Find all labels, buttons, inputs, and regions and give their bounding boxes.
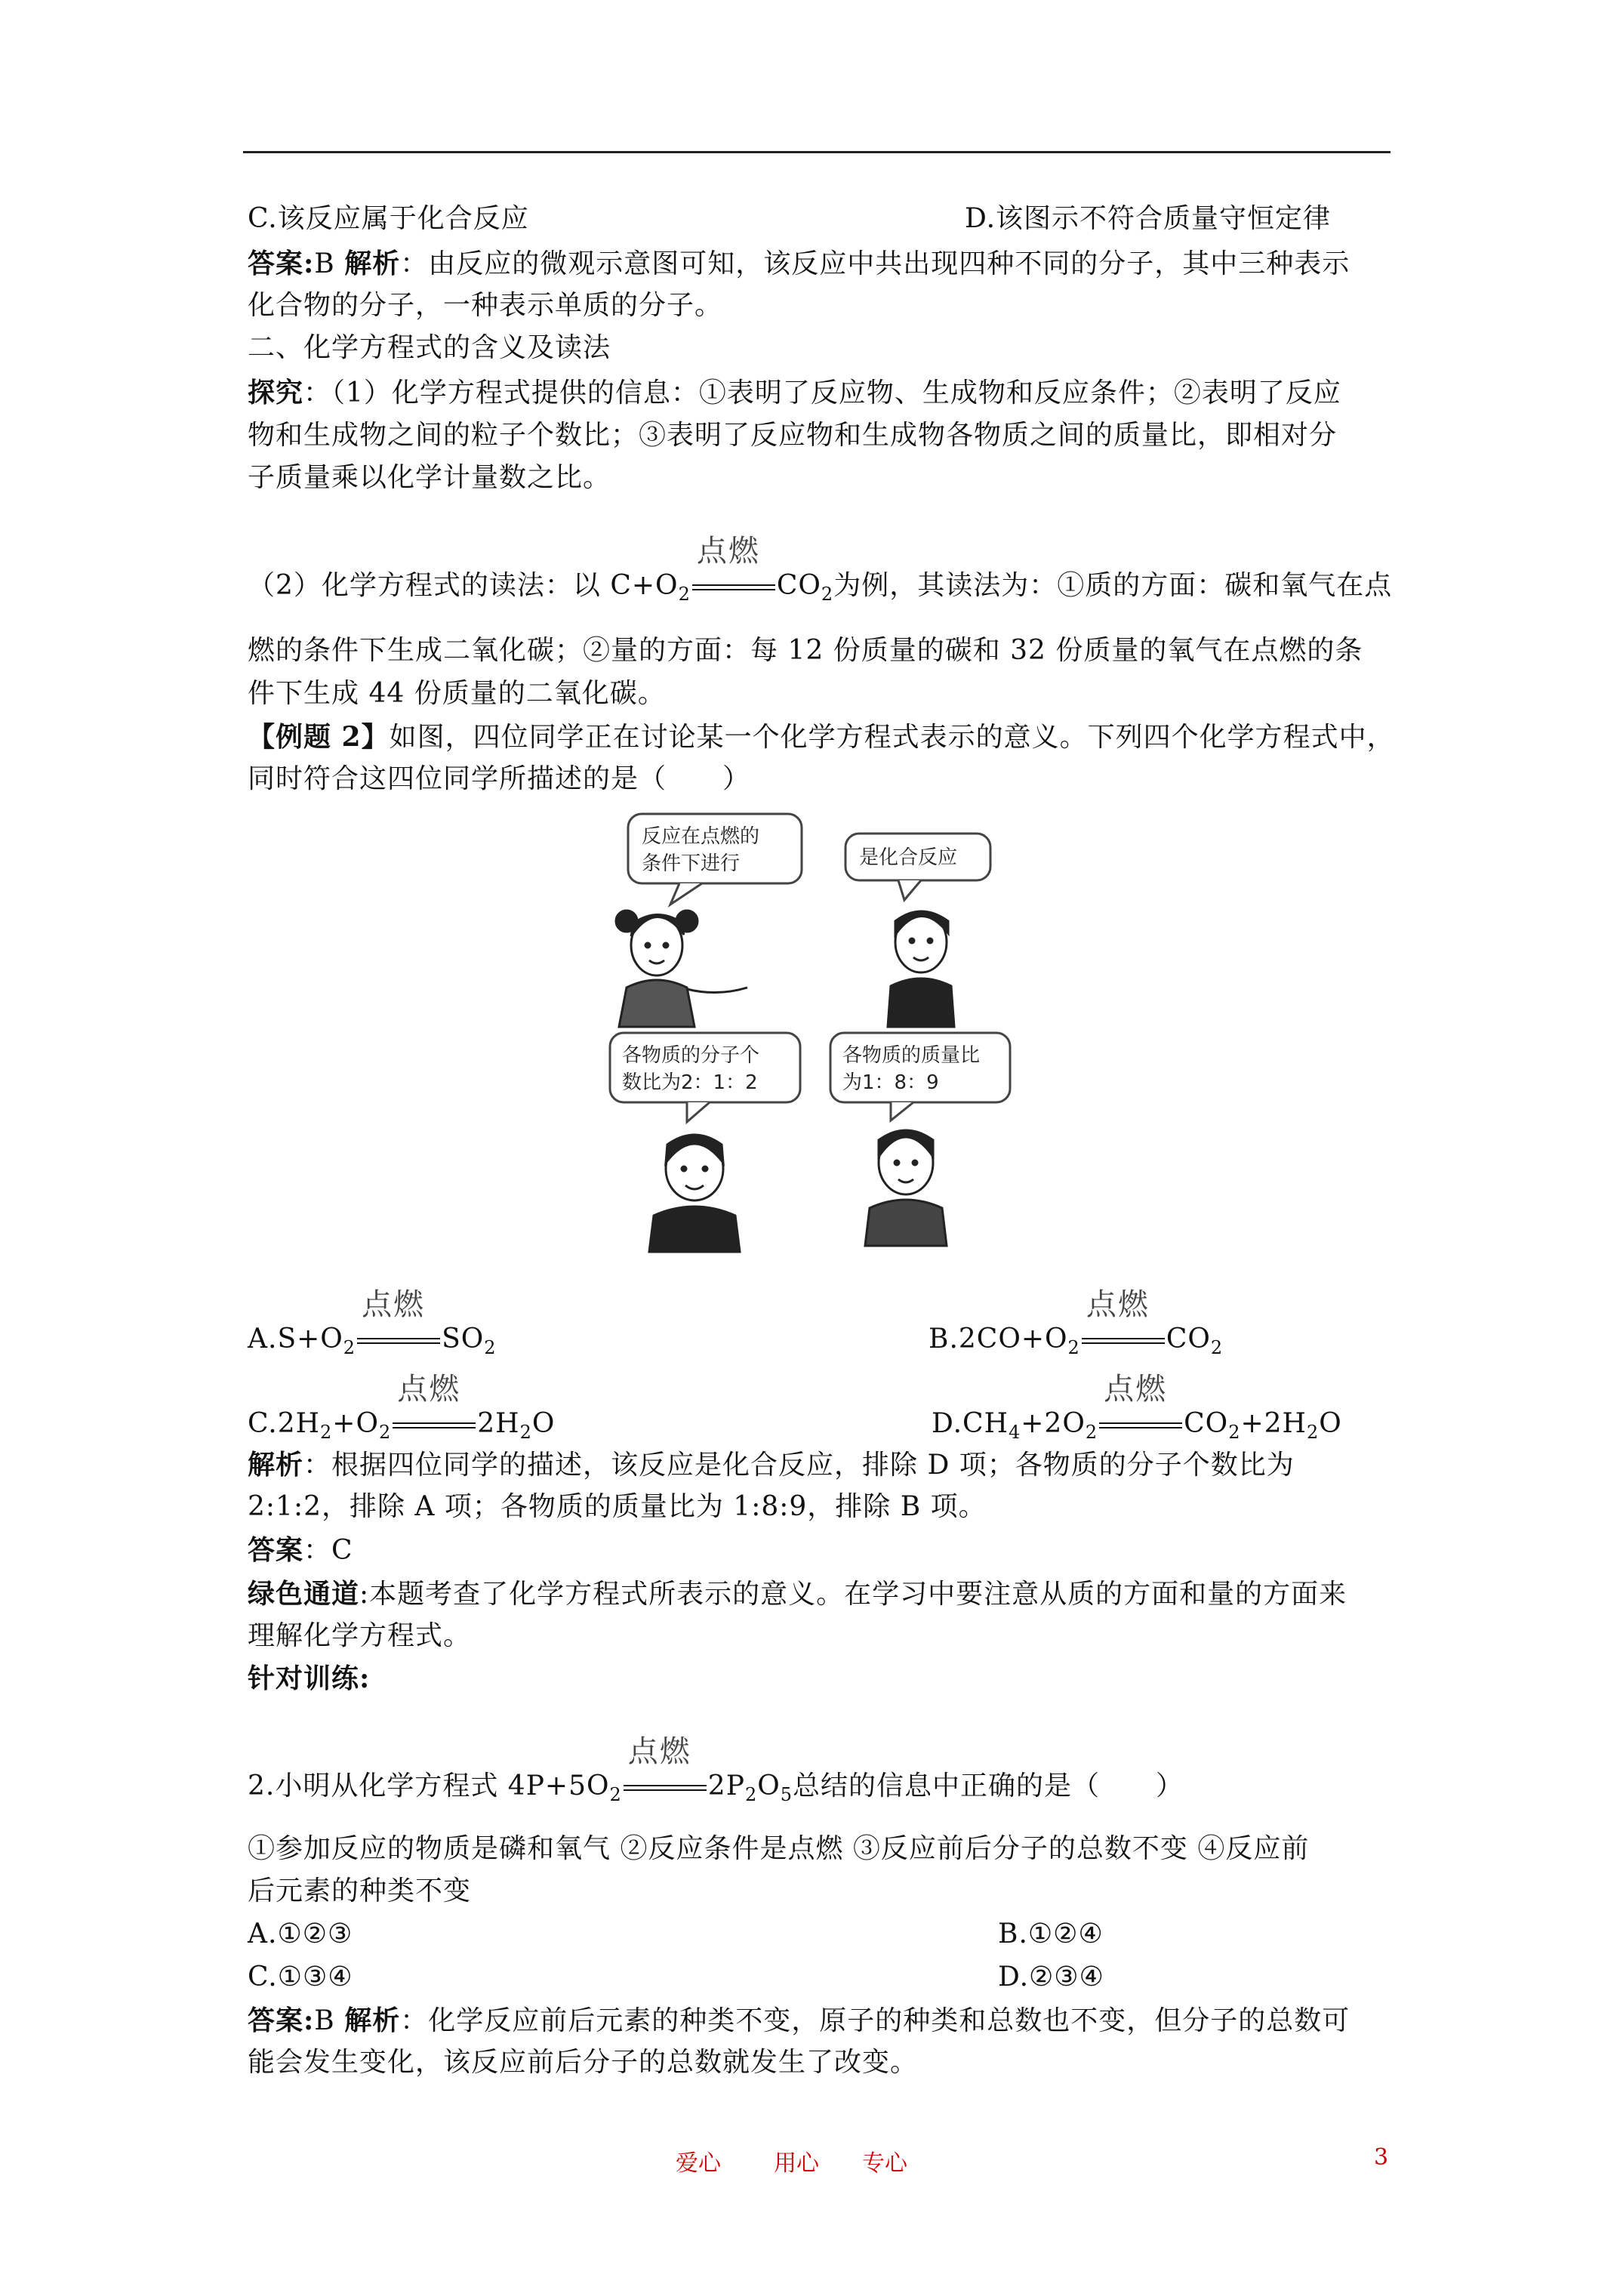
footer-text-3: 专心 xyxy=(862,2150,907,2177)
answer-line: 答案：C xyxy=(248,1534,353,1566)
equation-arrow: 点燃 xyxy=(1099,1418,1182,1433)
answer-line-1: 答案:B 解析：由反应的微观示意图可知，该反应中共出现四种不同的分子，其中三种表示 xyxy=(248,248,1350,279)
text-line: 同时符合这四位同学所描述的是（ ） xyxy=(248,763,751,794)
text-line: 理解化学方程式。 xyxy=(248,1620,472,1651)
students-discussion-figure xyxy=(574,808,1012,1261)
option-a-2: A.①②③ xyxy=(248,1918,353,1949)
explore-line: 探究：（1）化学方程式提供的信息：①表明了反应物、生成物和反应条件；②表明了反应 xyxy=(248,377,1341,408)
option-d-2: D.②③④ xyxy=(998,1962,1104,1992)
option-c: $C.2H_2+O_2$ 点燃 $2H_2O$ xyxy=(248,1372,556,1443)
equation-line: （2）化学方程式的读法：以 $C+O_2$ 点燃 $CO_2$为例，其读法为：①质的方面：碳和氧气在点 xyxy=(248,534,1393,605)
option-b-2: B.①②④ xyxy=(998,1918,1104,1949)
student-boy-illustration-2 xyxy=(649,1135,740,1252)
equation-arrow: 点燃 xyxy=(1082,1333,1165,1348)
bubble-2-text: 是化合反应 xyxy=(859,846,958,869)
bubble-3-line-2: 数比为2：1：2 xyxy=(622,1071,758,1094)
bubble-3-line-1: 各物质的分子个 xyxy=(622,1044,760,1067)
question-2-line: 2.小明从化学方程式 $4P+5O_2$ 点燃 $2P_2O_5$总结的信息中正确的是（ ） xyxy=(248,1734,1184,1805)
equation-arrow: 点燃 xyxy=(692,580,775,595)
practice-heading: 针对训练: xyxy=(248,1663,371,1694)
equation-arrow: 点燃 xyxy=(624,1780,707,1795)
text-line: 2:1:2，排除 A 项；各物质的质量比为 1:8:9，排除 B 项。 xyxy=(248,1491,987,1522)
page-number: 3 xyxy=(1374,2144,1389,2171)
option-a: $A.S+O_2$ 点燃 $SO_2$ xyxy=(248,1287,497,1358)
student-girl-illustration xyxy=(616,911,747,1027)
bubble-4-line-1: 各物质的质量比 xyxy=(842,1044,981,1067)
footer-text-2: 用心 xyxy=(774,2150,819,2177)
equation-arrow: 点燃 xyxy=(357,1333,440,1348)
section-heading: 二、化学方程式的含义及读法 xyxy=(248,332,611,363)
statements-line: ①参加反应的物质是磷和氧气 ②反应条件是点燃 ③反应前后分子的总数不变 ④反应前 xyxy=(248,1833,1310,1864)
student-boy-illustration-3 xyxy=(865,1130,947,1246)
bubble-1-line-1: 反应在点燃的 xyxy=(642,825,760,848)
text-line: 能会发生变化，该反应前后分子的总数就发生了改变。 xyxy=(248,2047,919,2078)
student-boy-illustration-1 xyxy=(888,911,954,1027)
equation-arrow: 点燃 xyxy=(393,1418,476,1433)
text-line: 子质量乘以化学计量数之比。 xyxy=(248,462,611,493)
analysis-line: 解析：根据四位同学的描述，该反应是化合反应，排除 D 项；各物质的分子个数比为 xyxy=(248,1449,1295,1481)
answer-line-2: 答案:B 解析：化学反应前后元素的种类不变，原子的种类和总数也不变，但分子的总数可 xyxy=(248,2005,1350,2036)
option-c-line: C.该反应属于化合反应 xyxy=(248,203,529,234)
option-c-2: C.①③④ xyxy=(248,1962,353,1992)
green-channel-line: 绿色通道:本题考查了化学方程式所表示的意义。在学习中要注意从质的方面和量的方面来 xyxy=(248,1578,1347,1610)
option-b: $B.2CO+O_2$ 点燃 $CO_2$ xyxy=(929,1287,1224,1358)
text-line: 化合物的分子，一种表示单质的分子。 xyxy=(248,290,723,321)
option-d: $D.CH_4+2O_2$ 点燃 $CO_2+2H_2O$ xyxy=(932,1372,1342,1443)
text-line: 燃的条件下生成二氧化碳；②量的方面：每 12 份质量的碳和 32 份质量的氧气在点燃的条 xyxy=(248,635,1363,666)
bubble-4-line-2: 为1：8：9 xyxy=(842,1071,939,1094)
footer-text-1: 爱心 xyxy=(676,2150,721,2177)
text-line: 后元素的种类不变 xyxy=(248,1875,472,1906)
option-d-line: D.该图示不符合质量守恒定律 xyxy=(965,203,1332,234)
bubble-1-line-2: 条件下进行 xyxy=(642,852,741,875)
header-rule xyxy=(243,151,1390,153)
example-line: 【例题 2】如图，四位同学正在讨论某一个化学方程式表示的意义。下列四个化学方程式中， xyxy=(248,721,1395,753)
text-line: 件下生成 44 份质量的二氧化碳。 xyxy=(248,678,666,709)
text-line: 物和生成物之间的粒子个数比；③表明了反应物和生成物各物质之间的质量比，即相对分 xyxy=(248,420,1338,451)
